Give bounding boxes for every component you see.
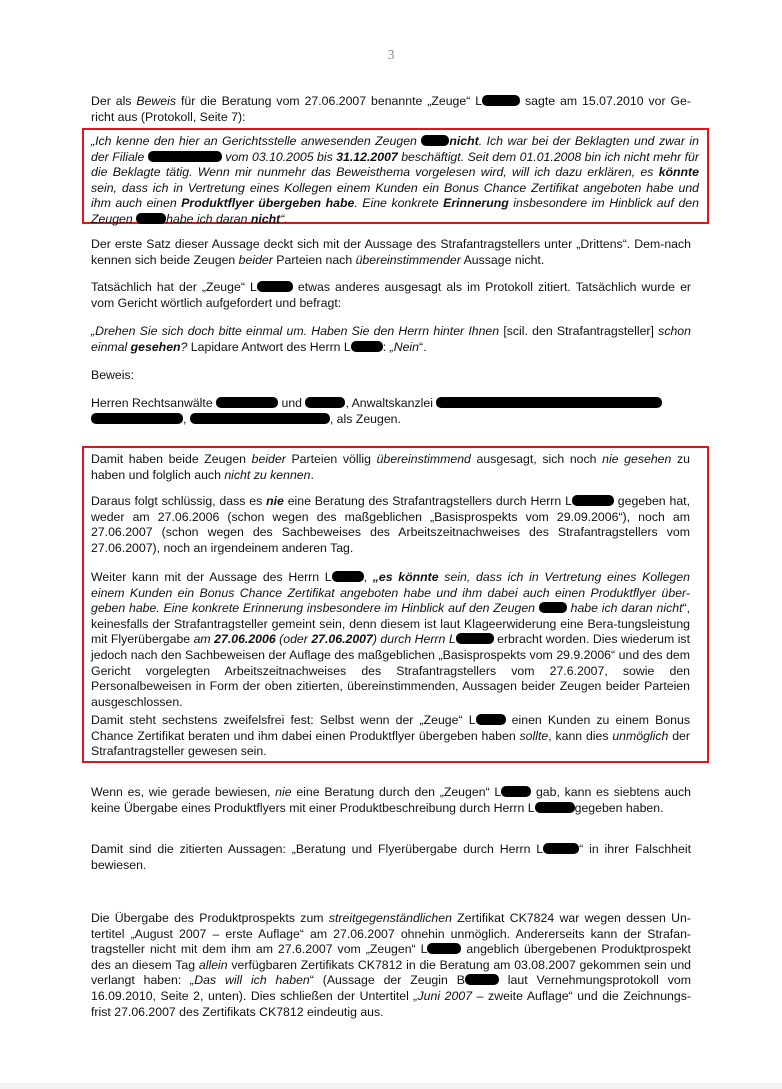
text-run: Produktflyer übergeben habe: [181, 196, 355, 211]
text-run: „Juni 2007: [413, 988, 473, 1003]
text-run: insbesondere im Hinblick auf den Zeugen: [91, 196, 699, 226]
text-run: ) durch Herrn L: [372, 632, 456, 647]
redaction-bar: [305, 397, 345, 408]
text-run: habe ich daran: [166, 211, 251, 226]
text-run: Parteien völlig: [285, 452, 377, 466]
evidence-heading: Beweis:: [91, 368, 135, 382]
text-run: „Nein: [389, 339, 419, 354]
text-run: angeblich übergebenen Produktprospekt des an diesem Tag: [91, 942, 691, 972]
text-run: der Strafantragsteller gewesen sein.: [91, 728, 690, 759]
text-run: Wenn es, wie gerade bewiesen,: [91, 785, 276, 799]
text-run: 27.06.2006: [214, 632, 276, 647]
text-run: Erinnerung: [443, 196, 509, 211]
text-run: Zertifikat CK7824 war wegen dessen Un-tertitel „August 2007 – erste Auflage“ am 27.06.2007 ohnehin unmöglich. Andererseits kann der Strafan-tragsteller nicht mit dem ihm am 27.6.2007 vom „Zeugen“ L: [91, 911, 691, 957]
paragraph-actual-statement: [91, 280, 691, 311]
text-run: , Anwaltskanzlei: [345, 396, 437, 410]
text-run: gegeben haben.: [574, 800, 664, 815]
text-run: sein, dass ich in Vertretung eines Kollegen einem Kunden ein Bonus Chance Zertifikat angeboten habe und ihm dabei auch einen Produktflyer über-geben habe. Eine konkrete Erinnerung insbesondere im Hinblick auf den Zeugen: [91, 570, 690, 616]
text-run: ,: [183, 411, 190, 426]
text-run: zu haben und folglich auch: [91, 452, 690, 482]
text-run: . Eine konkrete: [354, 196, 444, 211]
redaction-bar: [476, 714, 506, 725]
text-run: allein: [198, 957, 228, 972]
text-run: Daraus folgt schlüssig, dass es: [91, 494, 267, 508]
conclusion-paragraph-c: [91, 570, 690, 710]
text-run: :: [382, 339, 390, 354]
text-run: Aussage nicht.: [460, 252, 545, 267]
text-run: „Ich kenne den hier an Gerichtsstelle anwesenden Zeugen: [91, 134, 422, 148]
text-run: „Das will ich haben: [190, 973, 310, 988]
text-run: 31.12.2007: [336, 149, 398, 164]
text-run: – zweite Auflage“ und die Zeichnungs-frist 27.06.2007 des Zertifikats CK7812 eindeutig aus.: [91, 988, 691, 1019]
text-run: streitgegenständlichen: [328, 911, 452, 925]
paragraph-court-question: [91, 324, 691, 355]
paragraph-first-sentence: [91, 237, 691, 268]
text-run: erbracht worden. Dies wiederum ist jedoch nach den Sachbeweisen der Auflage des maßgeblichen „Basisprospekts vom 29.9.2006“ und des dem Gericht vorgelegten Arbeitszeitnachweises des Strafantragstellers vom 27.6.2007, sowie den Personalbeweisen in Form der oben zitierten, übereinstimmenden, Aussagen beider Zeugen beider Parteien ausgeschlossen.: [91, 632, 690, 709]
text-run: könnte: [658, 165, 699, 180]
text-run: ,: [363, 570, 373, 584]
redaction-bar: [216, 397, 278, 408]
text-run: beider: [238, 252, 273, 267]
paragraph-falsehood-proven: [91, 842, 691, 873]
redaction-bar: [501, 786, 531, 797]
redaction-bar: [332, 571, 364, 582]
text-run: . Ich war bei der Beklagten und zwar in der Filiale: [91, 134, 699, 164]
page-bottom-edge: [0, 1083, 782, 1089]
paragraph-prospectus: [91, 911, 691, 1020]
text-run: etwas anderes ausgesagt als im Protokoll zitiert. Tatsächlich wurde er vom Gericht wörtlich aufgefordert und befragt:: [91, 280, 692, 310]
text-run: Der als: [91, 94, 137, 108]
text-run: übereinstimmend: [376, 452, 471, 466]
text-run: schon einmal: [91, 324, 691, 354]
text-run: nie: [275, 785, 292, 799]
redaction-bar: [421, 135, 449, 146]
text-run: ?: [180, 339, 188, 354]
redaction-bar: [456, 633, 494, 644]
text-run: Die Übergabe des Produktprospekts zum: [91, 911, 329, 925]
text-run: nicht zu kennen: [224, 467, 311, 482]
redaction-bar: [190, 413, 330, 424]
redaction-bar: [539, 602, 567, 613]
text-run: beschäftigt. Seit dem 01.01.2008 bin ich nicht mehr für die Beklagte tätig. Wenn mir nunmehr das Beweisthema vorgelesen wird, will ich dazu erklären, es: [91, 149, 699, 180]
text-run: , kann dies: [548, 728, 613, 743]
redaction-bar: [465, 974, 499, 985]
text-run: gesehen: [130, 339, 181, 354]
text-run: “.: [419, 339, 427, 354]
text-run: „es könnte: [372, 570, 439, 584]
redaction-bar: [535, 802, 575, 813]
text-run: am: [193, 632, 215, 647]
redaction-bar: [351, 341, 383, 352]
text-run: laut Vernehmungsprotokoll vom 16.09.2010, Seite 2, unten). Dies schließen der Untertitel: [91, 973, 691, 1003]
text-run: .: [310, 467, 314, 482]
conclusion-paragraph-a: [91, 452, 690, 483]
text-run: sein, dass ich in Vertretung eines Kollegen einem Kunden ein Bonus Chance Zertifikat angeboten habe und ihm auch einen: [91, 180, 699, 211]
text-run: nicht: [449, 134, 479, 148]
text-run: , als Zeugen.: [329, 411, 401, 426]
text-run: habe ich daran nicht: [566, 601, 683, 616]
text-run: sollte: [519, 728, 549, 743]
redaction-bar: [482, 95, 520, 106]
text-run: gab, kann es siebtens auch keine Übergabe eines Produktflyers mit einer Produktbeschreibung durch Herrn L: [91, 785, 691, 815]
text-run: Herren Rechtsanwälte: [91, 396, 217, 410]
text-run: nie gesehen: [602, 452, 672, 466]
text-run: eine Beratung des Strafantragstellers durch Herrn L: [283, 494, 572, 508]
text-run: einen Kunden zu einem Bonus Chance Zertifikat beraten und ihm dabei einen Produktflyer übergeben haben: [91, 713, 690, 743]
text-run: vom 03.10.2005 bis: [221, 149, 337, 164]
text-run: “ in ihrer Falschheit bewiesen.: [91, 842, 691, 872]
text-run: ausgesagt, sich noch: [470, 452, 603, 466]
text-run: nicht: [250, 211, 281, 226]
text-run: beider: [251, 452, 286, 466]
text-run: Lapidare Antwort des Herrn L: [187, 339, 351, 354]
text-run: Damit sind die zitierten Aussagen: „Beratung und Flyerübergabe durch Herrn L: [91, 842, 544, 856]
evidence-witnesses: [91, 396, 691, 427]
text-run: gegeben hat, weder am 27.06.2006 (schon wegen des maßgeblichen „Basisprospekts vom 29.09.2006“), noch am 27.06.2007 (schon wegen des Sachbeweises des Arbeitszeitnachweises des Strafantragstellers vom 27.06.2007), noch an irgendeinem anderen Tag.: [91, 494, 690, 555]
redaction-bar: [572, 495, 614, 506]
text-run: Tatsächlich hat der „Zeuge“ L: [91, 280, 257, 294]
text-run: für die Beratung vom 27.06.2007 benannte „Zeuge“ L: [176, 94, 483, 108]
text-run: übereinstimmender: [355, 252, 461, 267]
text-run: eine Beratung durch den „Zeugen“ L: [291, 785, 502, 799]
text-run: Weiter kann mit der Aussage des Herrn L: [91, 570, 332, 584]
redaction-bar: [427, 943, 461, 954]
conclusion-paragraph-d: [91, 713, 690, 760]
redaction-bar: [136, 213, 166, 224]
conclusion-paragraph-b: [91, 494, 690, 556]
redaction-bar: [436, 397, 662, 408]
text-run: verfügbaren Zertifikats CK7812 in die Beratung am 03.08.2007 gekommen sein und verlangt haben:: [91, 957, 691, 988]
redaction-bar: [543, 843, 579, 854]
intro-paragraph: [91, 94, 691, 125]
text-run: sagte am 15.07.2010 vor Ge-richt aus (Protokoll, Seite 7):: [91, 94, 691, 124]
redaction-bar: [91, 413, 183, 424]
text-run: unmöglich: [612, 728, 669, 743]
text-run: Parteien nach: [272, 252, 356, 267]
redaction-bar: [257, 281, 293, 292]
paragraph-no-flyer: [91, 785, 691, 816]
text-run: “ (Aussage der Zeugin B: [309, 973, 465, 988]
redaction-bar: [148, 151, 222, 162]
text-run: nie: [266, 494, 284, 508]
text-run: „Drehen Sie sich doch bitte einmal um. Haben Sie den Herrn hinter Ihnen: [91, 324, 500, 338]
text-run: Damit steht sechstens zweifelsfrei fest: Selbst wenn der „Zeuge“ L: [91, 713, 476, 727]
text-run: “.: [280, 211, 288, 226]
text-run: Beweis: [136, 94, 177, 108]
text-run: 27.06.2007: [311, 632, 373, 647]
text-run: [scil. den Strafantragsteller]: [499, 324, 659, 338]
text-run: Der erste Satz dieser Aussage deckt sich mit der Aussage des Strafantragstellers unter „Drittens“. Dem-nach kennen sich beide Zeugen: [91, 237, 691, 267]
text-run: (oder: [275, 632, 312, 647]
text-run: und: [278, 396, 306, 410]
quote-paragraph: [91, 134, 699, 228]
text-run: Damit haben beide Zeugen: [91, 452, 252, 466]
page-number: 3: [387, 48, 395, 63]
text-run: “, keinesfalls der Strafantragsteller gemeint sein, denn diesem ist laut Klageerwiderung eine Bera-tungsleistung mit Flyerübergabe: [91, 601, 690, 647]
